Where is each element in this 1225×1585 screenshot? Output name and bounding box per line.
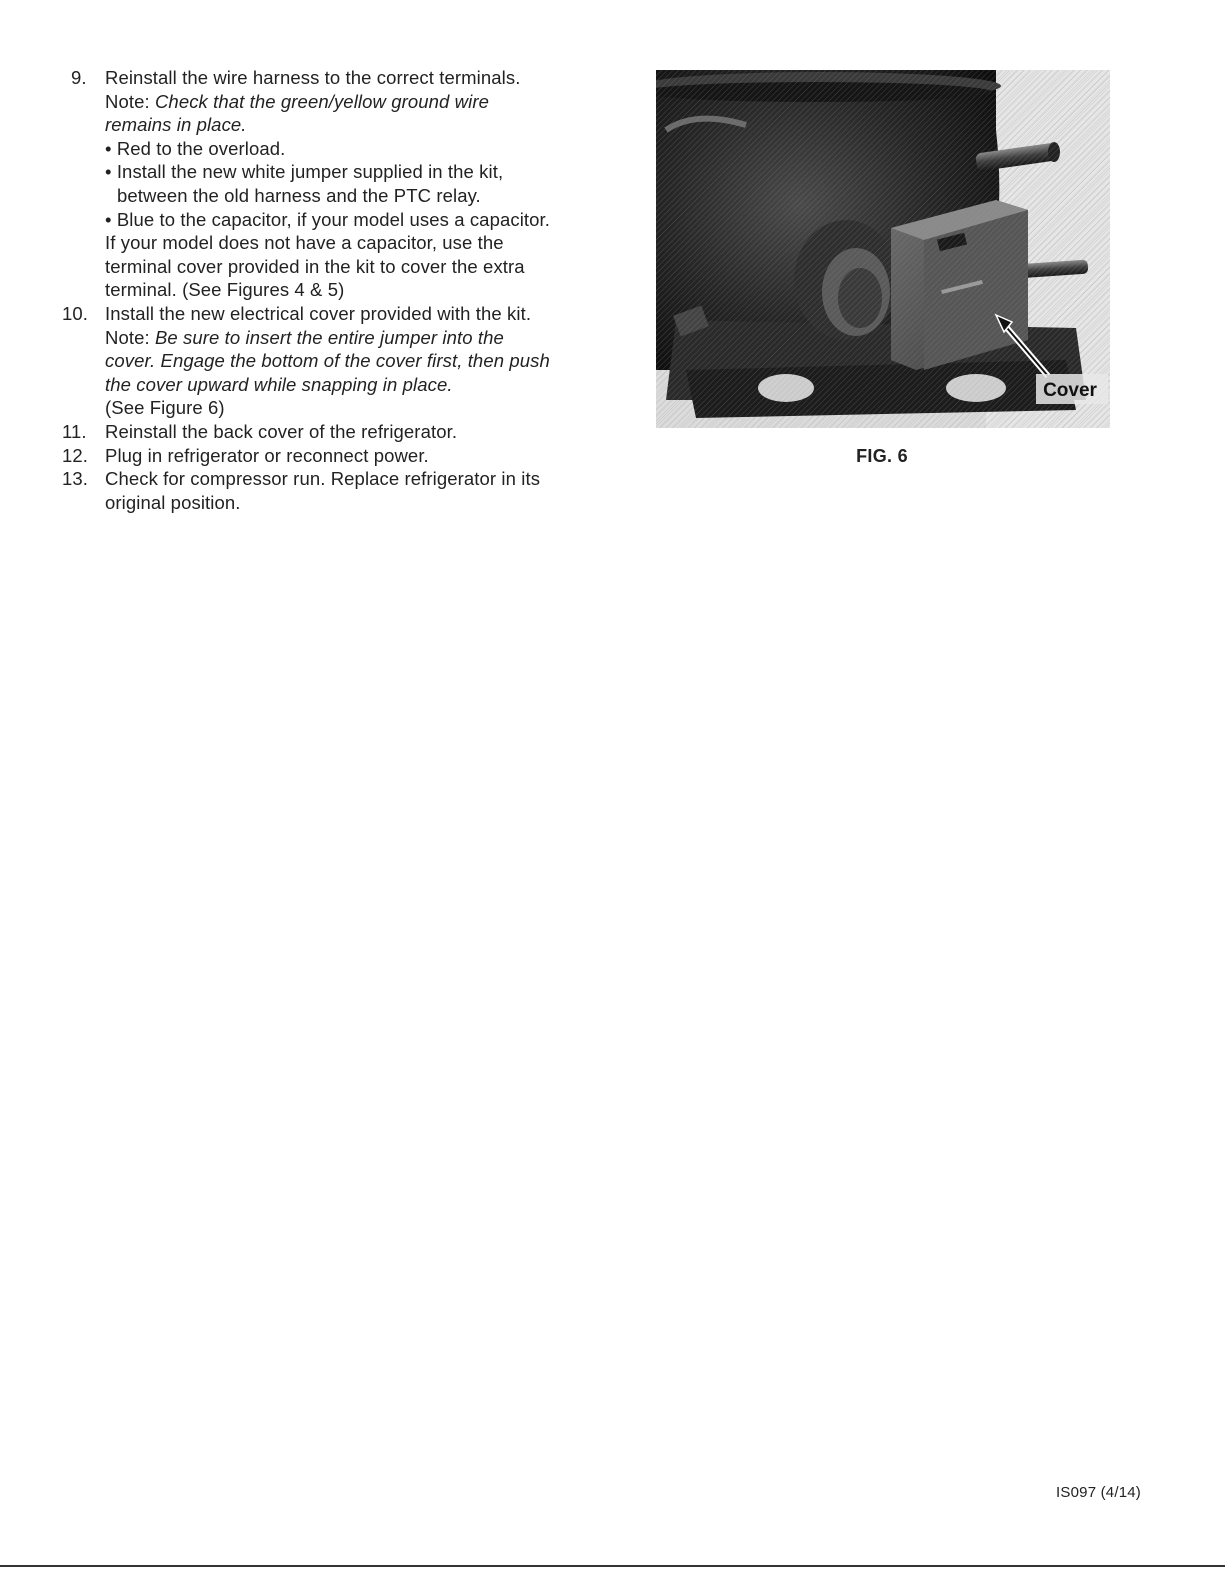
step-9 [62,66,622,302]
bullet-item-continued: between the old harness and the PTC relay. [117,184,481,206]
instruction-steps [62,66,622,514]
step-10 [62,302,622,420]
note-line [105,326,622,350]
step-line: Check for compressor run. Replace refrigerator in its [105,468,541,490]
note-text: cover. Engage the bottom of the cover first, then push [105,350,550,372]
step-line: terminal. (See Figures 4 & 5) [105,279,345,301]
step-line: (See Figure 6) [105,397,225,419]
step-number: 11. [62,420,87,442]
callout-label: Cover [1043,380,1097,401]
note-label: Note: [105,326,155,348]
step-number: 12. [62,444,89,466]
bullet-item: • Install the new white jumper supplied in the kit, [105,161,504,183]
step-13 [62,467,622,514]
step-number: 9. [71,67,87,88]
note-line [105,90,622,114]
step-11 [62,420,622,444]
note-text: Check that the green/yellow ground wire [154,90,489,112]
step-line: Install the new electrical cover provided with the kit. [105,302,532,324]
step-line: If your model does not have a capacitor, use the [105,232,504,254]
step-12 [62,444,622,468]
page-bottom-rule [0,1565,1225,1567]
figure-caption: FIG. 6 [856,446,908,466]
note-text: the cover upward while snapping in place. [105,373,453,395]
bullet-item: • Red to the overload. [105,137,286,159]
step-line: original position. [105,491,241,513]
step-line: terminal cover provided in the kit to cover the extra [105,255,525,277]
step-line: Plug in refrigerator or reconnect power. [105,444,429,466]
note-text: Be sure to insert the entire jumper into the [154,326,504,348]
step-number: 10. [62,302,89,324]
bullet-item: • Blue to the capacitor, if your model uses a capacitor. [105,208,551,230]
step-line: Reinstall the back cover of the refrigerator. [105,420,458,442]
note-text: remains in place. [105,114,247,136]
document-code: IS097 (4/14) [1056,1484,1141,1501]
step-number: 13. [62,468,89,490]
step-line: Reinstall the wire harness to the correct terminals. [105,67,521,88]
compressor-photo [656,70,1110,428]
note-label: Note: [105,90,155,112]
